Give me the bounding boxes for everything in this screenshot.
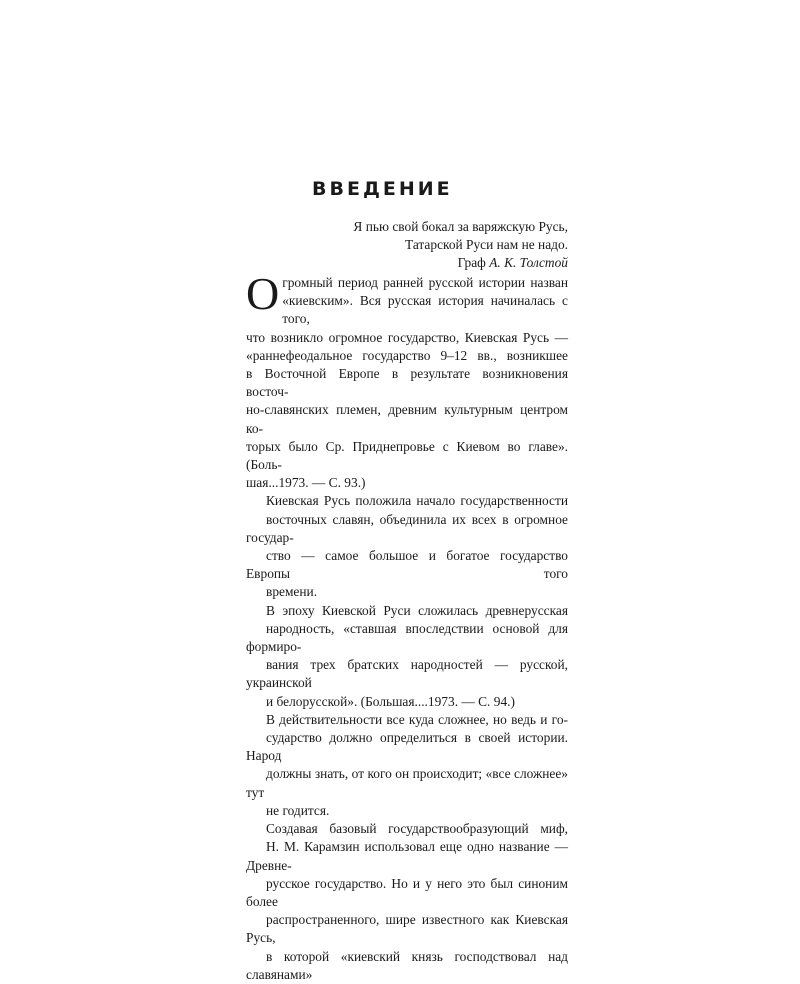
text-line: шая...1973. — С. 93.) [246, 475, 366, 491]
text-line: сударство должно определиться в своей истории. Народ [246, 730, 568, 764]
text-line: ство — самое большое и богатое государство Европы того [246, 548, 568, 582]
text-line: Создавая базовый государствообразующий миф, [266, 821, 568, 837]
epigraph-line: Татарской Руси нам не надо. [404, 237, 568, 252]
text-line: «киевским». Вся русская история начиналась с того, [282, 293, 568, 327]
drop-cap: О [246, 268, 280, 319]
epigraph-line: Я пью свой бокал за варяжскую Русь, [353, 219, 568, 234]
attribution-prefix: Граф [457, 255, 490, 270]
paragraph [246, 492, 568, 601]
text-line: в Восточной Европе в результате возникновения восточ- [246, 366, 568, 400]
text-line: должны знать, от кого он происходит; «все сложнее» тут [246, 766, 568, 800]
body-text [246, 268, 568, 984]
text-line: торых было Ср. Приднепровье с Киевом во главе». (Боль- [246, 438, 568, 473]
epigraph [330, 218, 568, 272]
chapter-heading: ВВЕДЕНИЕ [312, 178, 453, 200]
paragraph [246, 820, 568, 984]
text-line: В действительности все куда сложнее, но ведь и го- [266, 711, 568, 727]
attribution-author: А. К. Толстой [489, 255, 568, 270]
text-line: распространенного, шире известного как Киевская Русь, [246, 912, 568, 946]
text-line: русское государство. Но и у него это был синоним более [246, 875, 568, 909]
text-line: в которой «киевский князь господствовал над славянами» [246, 948, 568, 982]
text-line: времени. [266, 584, 318, 600]
text-line: В эпоху Киевской Руси сложилась древнерусская [266, 602, 568, 618]
paragraph [246, 711, 568, 820]
text-line: но-славянских племен, древним культурным центром ко- [246, 402, 568, 436]
text-line: Киевская Русь положила начало государственности [266, 493, 568, 509]
text-line: Н. М. Карамзин использовал еще одно название — Древне- [246, 839, 568, 873]
text-line: «раннефеодальное государство 9–12 вв., возникшее [246, 347, 568, 363]
text-line: не годится. [266, 802, 330, 818]
paragraph [246, 268, 568, 492]
text-line: и белорусской». (Большая....1973. — С. 94.) [266, 693, 515, 709]
text-line: вания трех братских народностей — русской, украинской [246, 657, 568, 691]
text-line: громный период ранней русской истории назван [282, 275, 568, 290]
paragraph [246, 602, 568, 711]
text-line: восточных славян, объединила их всех в огромное государ- [246, 511, 568, 545]
text-line: что возникло огромное государство, Киевская Русь — [246, 329, 568, 345]
epigraph-attribution [330, 254, 568, 272]
text-line: народность, «ставшая впоследствии основой для формиро- [246, 620, 568, 655]
